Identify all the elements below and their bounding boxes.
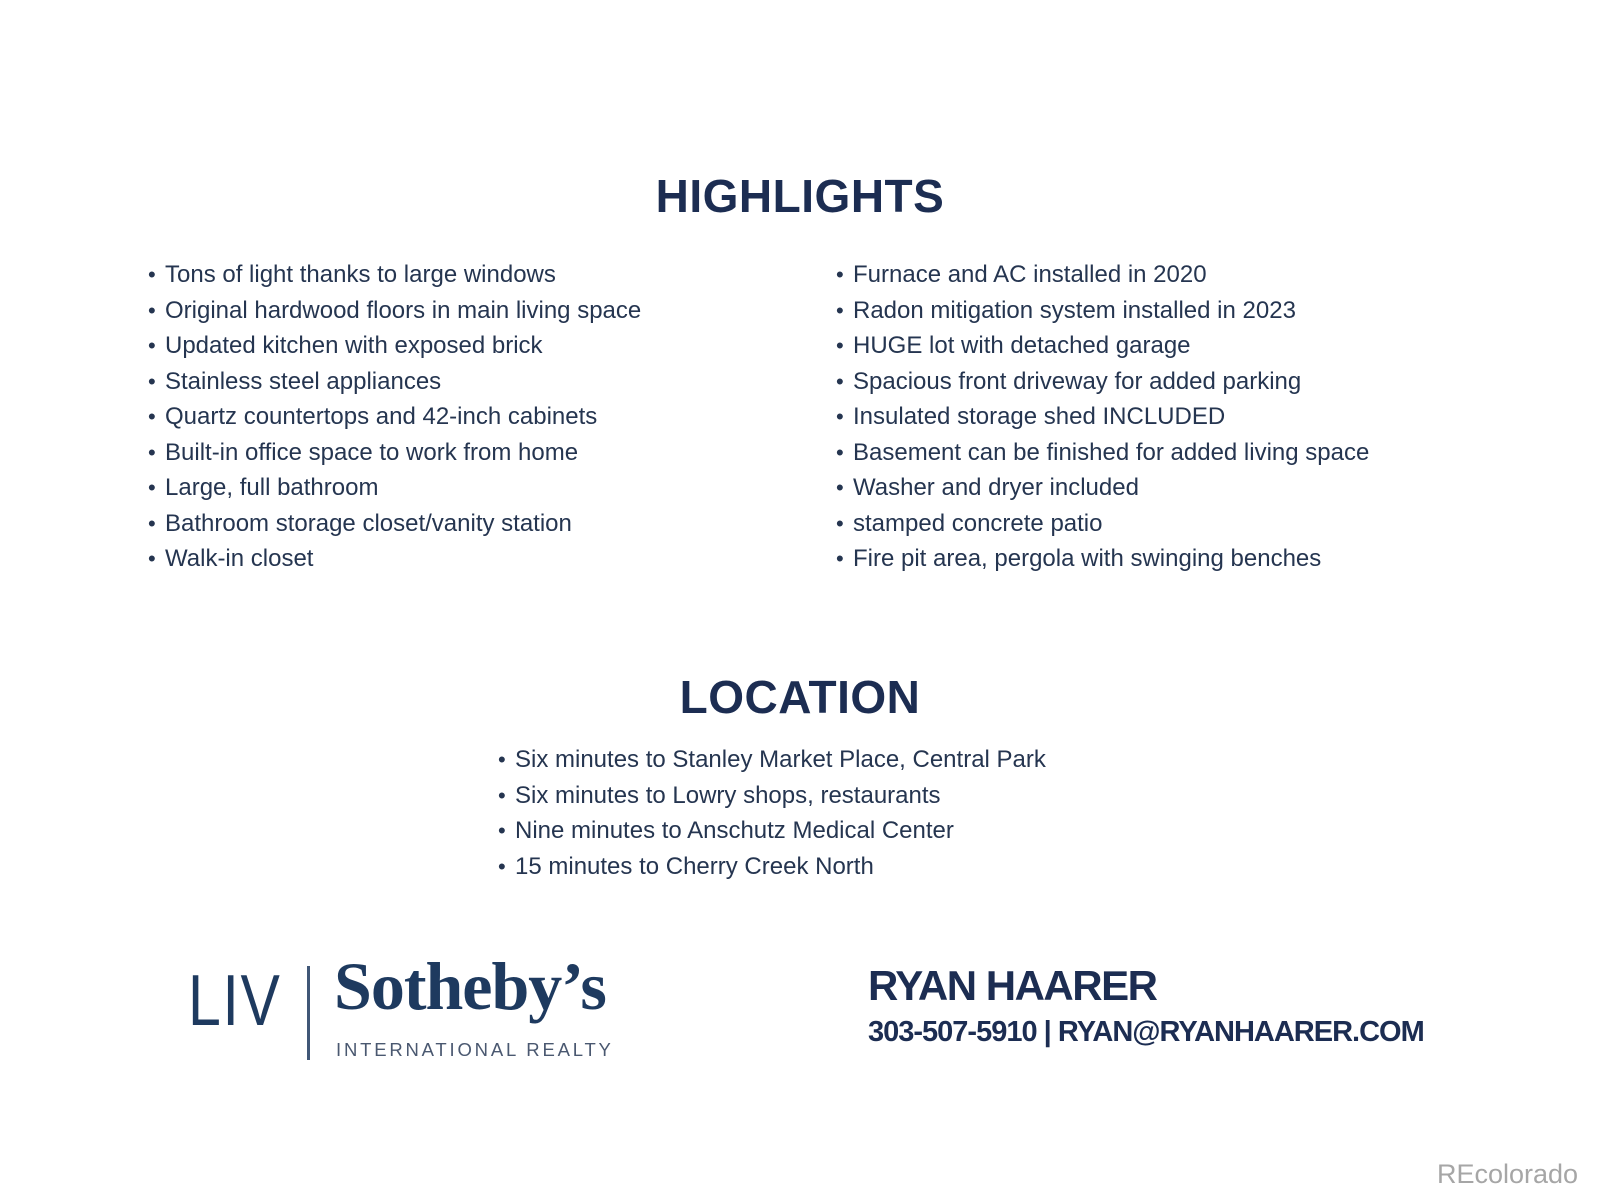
agent-name: RYAN HAARER: [868, 962, 1157, 1009]
highlights-title: HIGHLIGHTS: [655, 169, 945, 222]
agent-contact-line: 303-507-5910 | RYAN@RYANHAARER.COM: [868, 1016, 1424, 1048]
highlight-item: • Furnace and AC installed in 2020: [836, 257, 1369, 293]
highlight-item: • Updated kitchen with exposed brick: [148, 328, 641, 364]
location-list: [498, 742, 1046, 884]
highlight-item: • Fire pit area, pergola with swinging benches: [836, 541, 1369, 577]
sothebys-tagline: INTERNATIONAL REALTY: [336, 1039, 614, 1060]
location-item: • Nine minutes to Anschutz Medical Center: [498, 813, 1046, 849]
location-title: LOCATION: [679, 670, 921, 723]
sothebys-logo-text: Sotheby’s: [334, 948, 606, 1024]
location-item: • Six minutes to Stanley Market Place, Central Park: [498, 742, 1046, 778]
highlight-item: • Quartz countertops and 42-inch cabinets: [148, 399, 641, 435]
highlights-list-left: [148, 257, 641, 577]
highlight-item: • Insulated storage shed INCLUDED: [836, 399, 1369, 435]
highlight-item: • Spacious front driveway for added parking: [836, 364, 1369, 400]
highlight-item: • Walk-in closet: [148, 541, 641, 577]
liv-logo-text: LIV: [188, 961, 282, 1041]
highlight-item: • HUGE lot with detached garage: [836, 328, 1369, 364]
logo-divider: [307, 966, 310, 1060]
highlight-item: • Tons of light thanks to large windows: [148, 257, 641, 293]
highlight-item: • stamped concrete patio: [836, 506, 1369, 542]
highlight-item: • Built-in office space to work from home: [148, 435, 641, 471]
highlight-item: • Washer and dryer included: [836, 470, 1369, 506]
highlight-item: • Original hardwood floors in main living space: [148, 293, 641, 329]
highlights-list-right: [836, 257, 1369, 577]
highlight-item: • Large, full bathroom: [148, 470, 641, 506]
highlight-item: • Bathroom storage closet/vanity station: [148, 506, 641, 542]
highlight-item: • Radon mitigation system installed in 2023: [836, 293, 1369, 329]
highlight-item: • Stainless steel appliances: [148, 364, 641, 400]
location-item: • Six minutes to Lowry shops, restaurants: [498, 778, 1046, 814]
recolorado-watermark: REcolorado: [1437, 1159, 1579, 1189]
highlight-item: • Basement can be finished for added living space: [836, 435, 1369, 471]
location-item: • 15 minutes to Cherry Creek North: [498, 849, 1046, 885]
